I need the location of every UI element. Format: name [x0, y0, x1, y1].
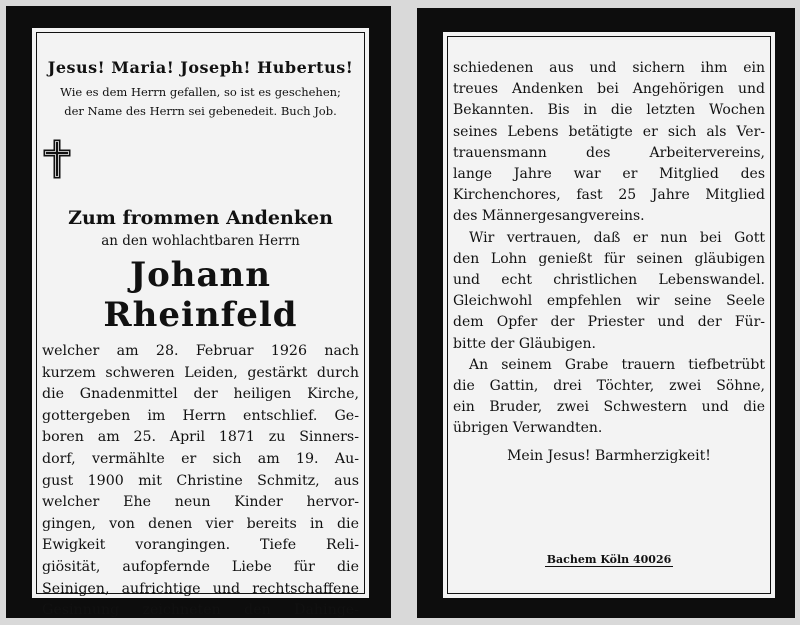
- text-line: den Lohn genießt für seinen gläubigen: [453, 250, 765, 267]
- text-line: Gleichwohl empfehlen wir seine Seele: [453, 293, 765, 310]
- text-line: und echt christlichen Lebenswandel.: [453, 272, 765, 289]
- printer-imprint: [453, 553, 765, 566]
- biography-text: [42, 341, 359, 622]
- text-line: lange Jahre war er Mitglied des: [453, 166, 765, 183]
- text-line: Bekannten. Bis in die letzten Wochen: [453, 102, 765, 119]
- bible-quote-line-2: der Name des Herrn sei gebenedeit. Buch Job.: [64, 104, 337, 118]
- text-line: gingen, von denen vier bereits in die: [42, 515, 359, 532]
- text-line: welcher Ehe neun Kinder hervor-: [42, 494, 359, 511]
- paragraph-continuation: [453, 58, 765, 228]
- memorial-card-front: [6, 6, 391, 618]
- text-line: die Gnadenmittel der heiligen Kirche,: [42, 386, 359, 403]
- text-line: dorf, vermählte er sich am 19. Au-: [42, 450, 359, 467]
- text-line: bitte der Gläubigen.: [453, 335, 596, 352]
- deceased-name: Johann Rheinfeld: [103, 255, 298, 335]
- text-line: boren am 25. April 1871 zu Sinners-: [42, 429, 359, 446]
- invocation-line: Jesus! Maria! Joseph! Hubertus!: [47, 58, 354, 77]
- text-line: trauensmann des Arbeitervereins,: [453, 144, 765, 161]
- text-line: die Gattin, drei Töchter, zwei Söhne,: [453, 378, 765, 395]
- card-front-panel: [32, 28, 369, 619]
- text-line: gottergeben im Herrn entschlief. Ge-: [42, 407, 359, 424]
- text-line: An seinem Grabe trauern tiefbetrübt: [469, 356, 765, 373]
- text-line: kurzem schweren Leiden, gestärkt durch: [42, 364, 359, 381]
- paragraph-trust: [453, 228, 765, 355]
- memorial-heading: Zum frommen Andenken: [68, 207, 333, 229]
- card-front-content: [42, 28, 359, 619]
- text-line: des Männergesangvereins.: [453, 208, 645, 225]
- closing-prayer: Mein Jesus! Barmherzigkeit!: [507, 447, 711, 464]
- text-line: welcher am 28. Februar 1926 nach: [42, 343, 359, 359]
- text-line: Seinigen, aufrichtige und rechtschaffene: [42, 580, 359, 597]
- printer-imprint-text: Bachem Köln 40026: [546, 553, 672, 566]
- text-line: dem Opfer der Priester und der Für-: [453, 314, 765, 331]
- card-back-panel: [443, 32, 775, 598]
- paragraph-mourners: [453, 355, 765, 440]
- text-line: Kirchenchores, fast 25 Jahre Mitglied: [453, 187, 765, 204]
- text-line: giösität, aufopfernde Liebe für die: [42, 558, 359, 575]
- memorial-subheading: an den wohlachtbaren Herrn: [101, 233, 300, 249]
- card-back-content: [453, 32, 765, 598]
- memorial-card-back: [417, 8, 795, 618]
- text-line: schiedenen aus und sichern ihm ein: [453, 60, 765, 76]
- text-line: ein Bruder, zwei Schwestern und die: [453, 399, 765, 416]
- text-line: treues Andenken bei Angehörigen und: [453, 81, 765, 98]
- text-line: übrigen Verwandten.: [453, 420, 603, 437]
- bible-quote: [42, 83, 359, 121]
- biography-continued: [453, 58, 765, 440]
- text-line: Wir vertrauen, daß er nun bei Gott: [469, 229, 765, 246]
- text-line: Gesinnung zeichneten den Dahinge-: [42, 602, 359, 619]
- bible-quote-line-1: Wie es dem Herrn gefallen, so ist es geschehen;: [60, 85, 341, 99]
- text-line: gust 1900 mit Christine Schmitz, aus: [42, 472, 359, 489]
- text-line: seines Lebens betätigte er sich als Ver-: [453, 123, 765, 140]
- text-line: Ewigkeit vorangingen. Tiefe Reli-: [42, 537, 359, 554]
- latin-cross-icon: [42, 139, 72, 179]
